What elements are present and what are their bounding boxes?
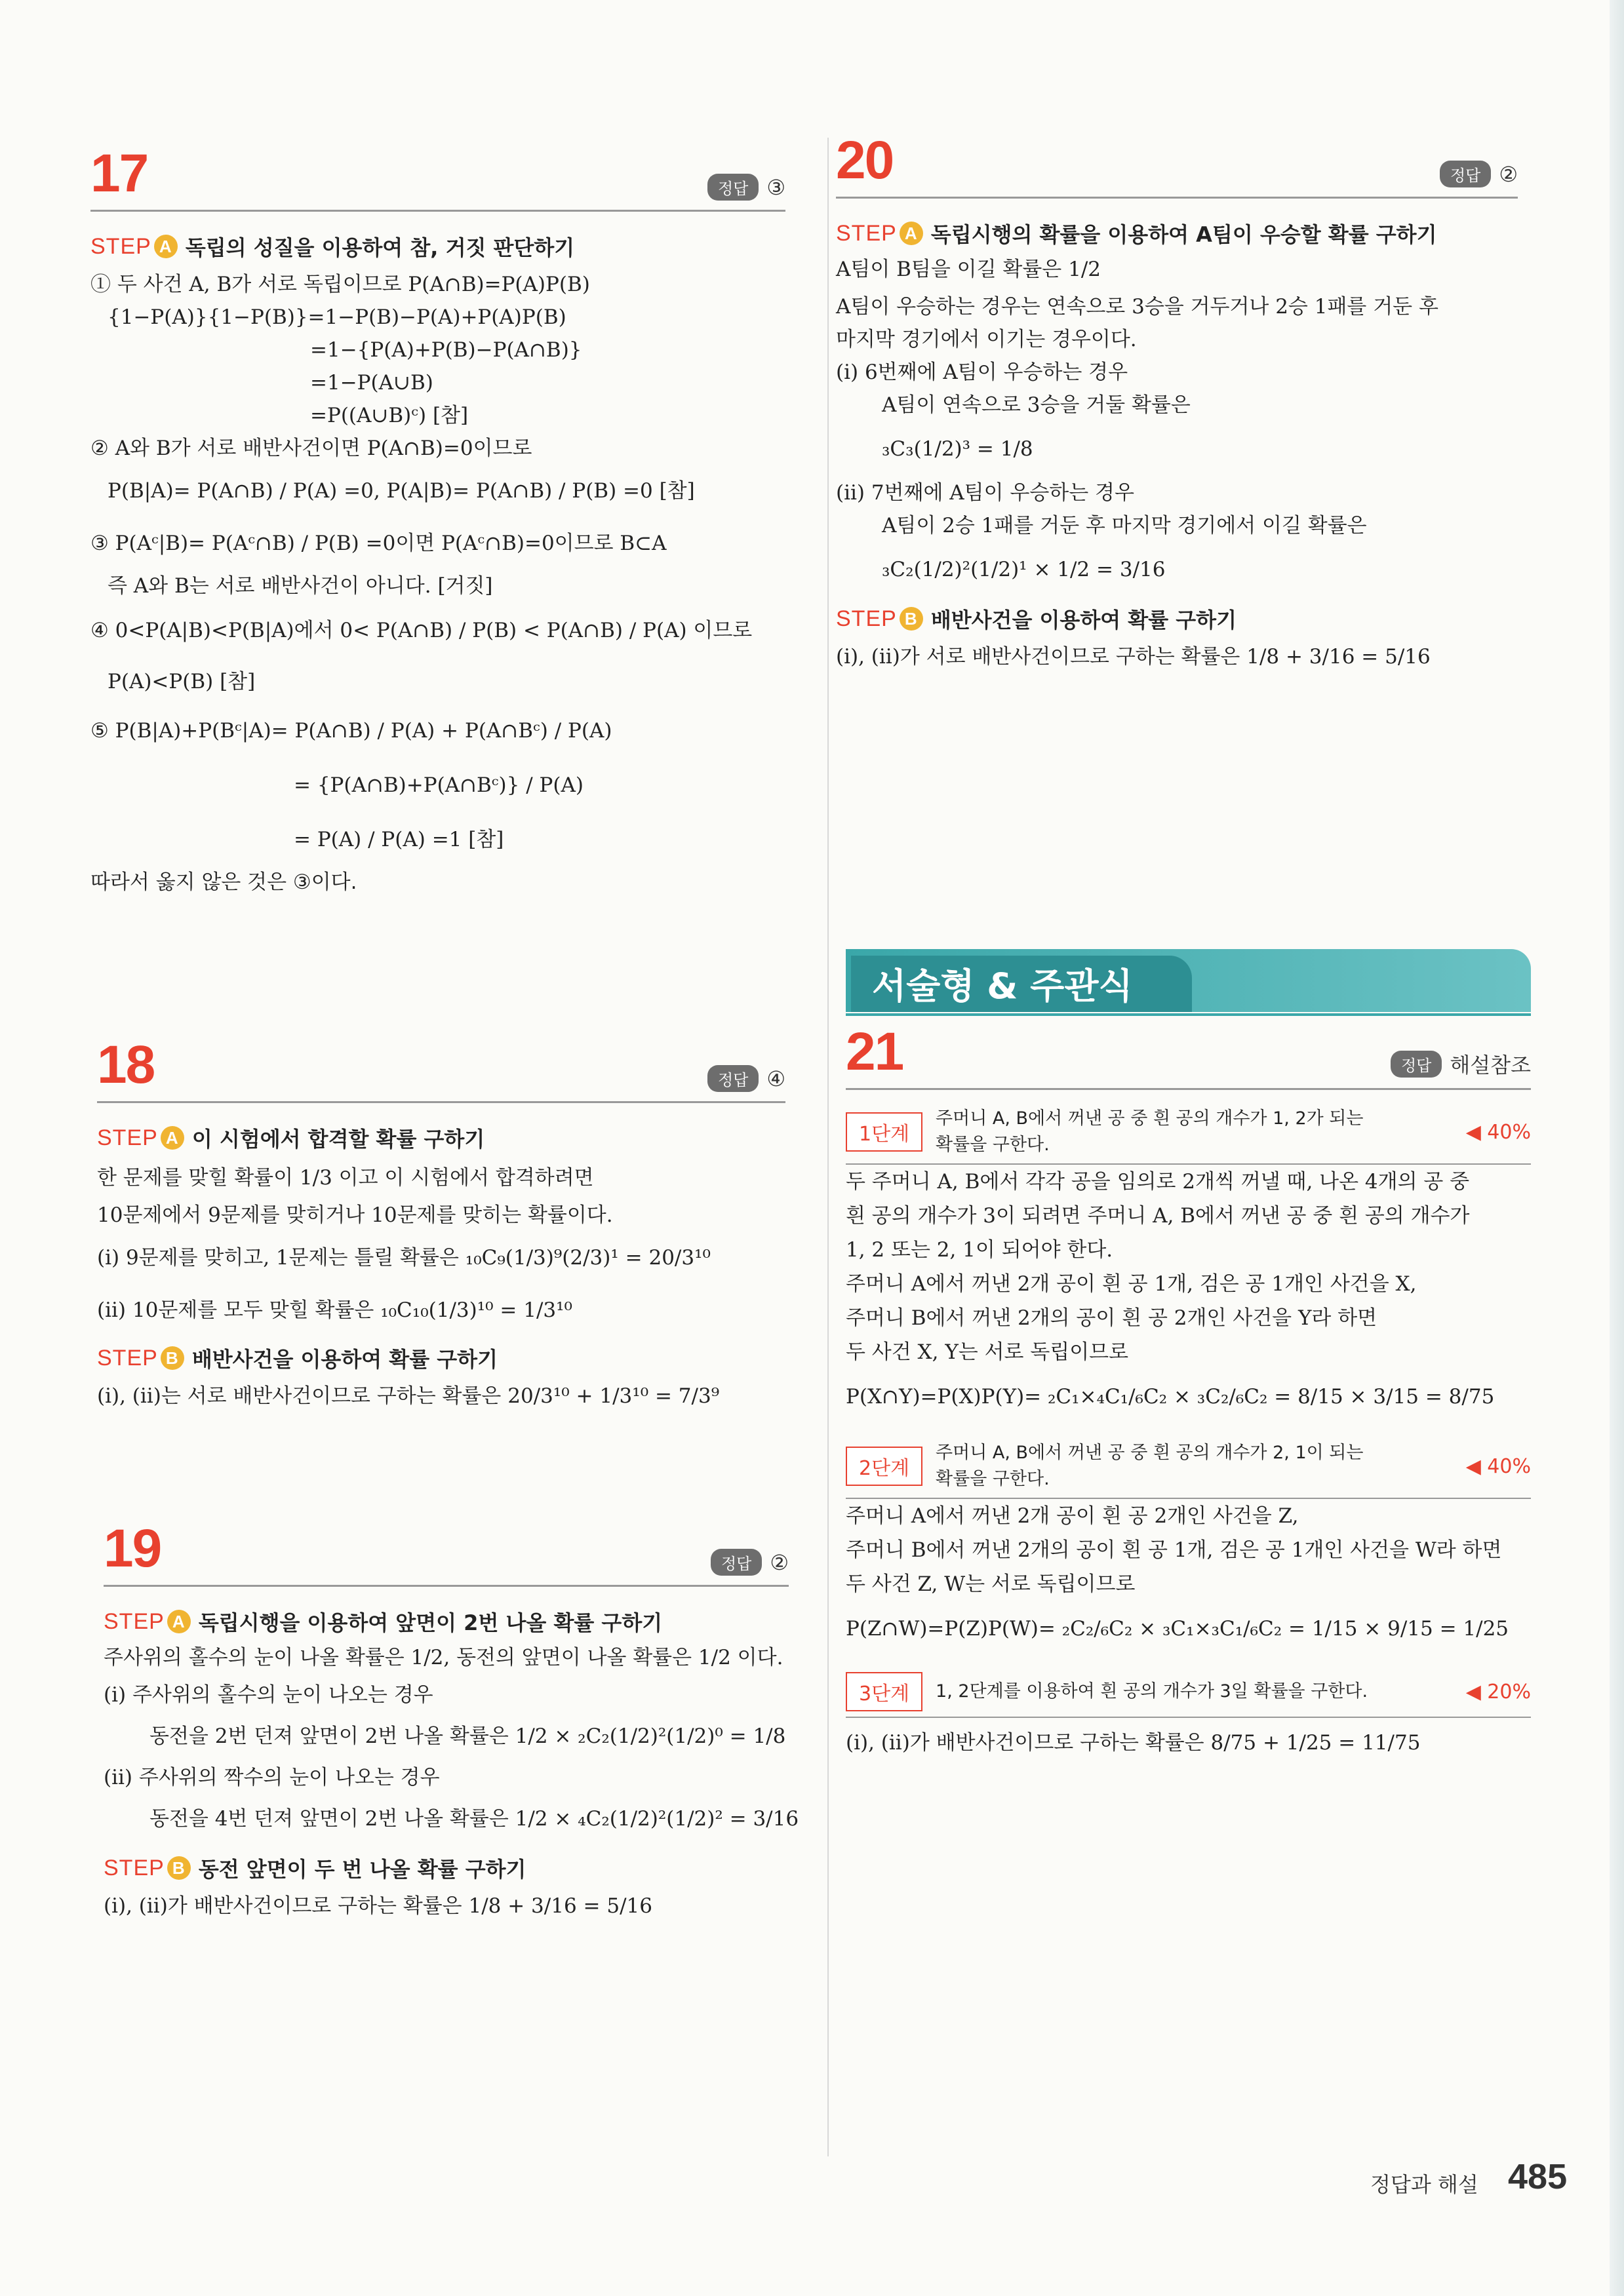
- solution-line: 즉 A와 B는 서로 배반사건이 아니다. [거짓]: [108, 574, 493, 598]
- solution-line: A팀이 B팀을 이길 확률은 1/2: [836, 258, 1101, 281]
- step-a: [97, 1123, 785, 1153]
- step-title: 독립시행을 이용하여 앞면이 2번 나올 확률 구하기: [198, 1610, 663, 1635]
- solution-line: 한 문제를 맞힐 확률이 1/3 이고 이 시험에서 합격하려면: [97, 1166, 594, 1190]
- solution-line: P(X∩Y)=P(X)P(Y)= ₂C₁×₄C₁/₆C₂ × ₃C₂/₆C₂ = 8/15 × 3/15 = 8/75: [846, 1385, 1495, 1409]
- solution-line: =1−{P(A)+P(B)−P(A∩B)}: [310, 338, 582, 362]
- step-letter-b: B: [900, 607, 923, 631]
- stage-1: [846, 1106, 1531, 1165]
- solution-line: (ⅱ) 10문제를 모두 맞힐 확률은 ₁₀C₁₀(1/3)¹⁰ = 1/3¹⁰: [97, 1298, 572, 1322]
- problem-19: [104, 1506, 799, 1929]
- section-title: 서술형 & 주관식: [872, 965, 1133, 1007]
- answer-value: ④: [766, 1066, 785, 1091]
- solution-line: = P(A) / P(A) =1 [참]: [294, 828, 504, 851]
- solution-line: (ⅰ), (ⅱ)는 서로 배반사건이므로 구하는 확률은 20/3¹⁰ + 1/3¹⁰ = 7/3⁹: [97, 1384, 720, 1408]
- problem-number: 21: [846, 1022, 903, 1081]
- solution-line: 두 사건 Z, W는 서로 독립이므로: [846, 1572, 1136, 1596]
- solution-line: 주사위의 홀수의 눈이 나올 확률은 1/2, 동전의 앞면이 나올 확률은 1/2 이다.: [104, 1646, 783, 1669]
- page-number: 485: [1508, 2157, 1568, 2196]
- solution-line: =P((A∪B)ᶜ) [참]: [310, 404, 469, 427]
- solution-line: 주머니 A에서 꺼낸 2개 공이 흰 공 1개, 검은 공 1개인 사건을 X,: [846, 1272, 1417, 1296]
- problem-number: 17: [90, 144, 148, 203]
- problem-number: 20: [836, 130, 894, 190]
- step-tag: STEP A: [104, 1609, 191, 1635]
- stage-description: 주머니 A, B에서 꺼낸 공 중 흰 공의 개수가 1, 2가 되는 확률을 구한다.: [936, 1108, 1364, 1155]
- solution-line: ₃C₂(1/2)²(1/2)¹ × 1/2 = 3/16: [882, 558, 1166, 581]
- step-title: 배반사건을 이용하여 확률 구하기: [930, 608, 1237, 632]
- solution-line: P(Z∩W)=P(Z)P(W)= ₂C₂/₆C₂ × ₃C₁×₃C₁/₆C₂ = 1/15 × 9/15 = 1/25: [846, 1617, 1509, 1641]
- problem-18: [97, 1022, 785, 1419]
- step-a: [90, 231, 785, 262]
- problem-number: 18: [97, 1035, 155, 1095]
- solution-line: ④ 0<P(A|B)<P(B|A)에서 0< P(A∩B) / P(B) < P(A∩B) / P(A) 이므로: [90, 619, 753, 642]
- solution-line: (ⅰ) 주사위의 홀수의 눈이 나오는 경우: [104, 1683, 433, 1707]
- answer-badge: 정답: [711, 1549, 762, 1576]
- solution-line: 주머니 B에서 꺼낸 2개의 공이 흰 공 2개인 사건을 Y라 하면: [846, 1306, 1377, 1330]
- answer-value: ③: [766, 174, 785, 200]
- problem-21: [846, 1015, 1531, 1768]
- step-title: 동전 앞면이 두 번 나올 확률 구하기: [198, 1857, 526, 1882]
- stage-2: [846, 1440, 1531, 1499]
- stage-label: 2단계: [846, 1447, 922, 1486]
- problem-header: [97, 1022, 785, 1103]
- step-tag: STEP A: [836, 221, 923, 246]
- solution-line: 주머니 A에서 꺼낸 2개 공이 흰 공 2개인 사건을 Z,: [846, 1504, 1299, 1528]
- stage-percent: ◀ 40%: [1465, 1454, 1531, 1478]
- solution-line: 동전을 2번 던져 앞면이 2번 나올 확률은 1/2 × ₂C₂(1/2)²(1/2)⁰ = 1/8: [149, 1724, 786, 1748]
- solution-line: 1, 2 또는 2, 1이 되어야 한다.: [846, 1238, 1113, 1262]
- step-letter-a: A: [167, 1610, 191, 1633]
- solution-line: {1−P(A)}{1−P(B)}=1−P(B)−P(A)+P(A)P(B): [108, 305, 566, 329]
- answer-block: [711, 1549, 789, 1576]
- answer-value: ②: [1499, 161, 1518, 187]
- step-title: 독립시행의 확률을 이용하여 A팀이 우승할 확률 구하기: [930, 222, 1437, 247]
- step-title: 독립의 성질을 이용하여 참, 거짓 판단하기: [185, 235, 575, 260]
- solution-line: = {P(A∩B)+P(A∩Bᶜ)} / P(A): [294, 773, 584, 797]
- solution-line: (ⅰ), (ⅱ)가 배반사건이므로 구하는 확률은 8/75 + 1/25 = 11/75: [846, 1731, 1421, 1755]
- step-letter-a: A: [154, 235, 178, 258]
- solution-line: P(B|A)= P(A∩B) / P(A) =0, P(A|B)= P(A∩B) / P(B) =0 [참]: [108, 479, 695, 503]
- solution-line: (ⅱ) 주사위의 짝수의 눈이 나오는 경우: [104, 1766, 440, 1789]
- answer-value: 해설참조: [1450, 1053, 1531, 1078]
- solution-line: ② A와 B가 서로 배반사건이면 P(A∩B)=0이므로: [90, 437, 532, 460]
- problem-header: [846, 1015, 1531, 1090]
- step-tag: STEP B: [104, 1856, 191, 1881]
- answer-badge: 정답: [707, 174, 759, 201]
- problem-header: [836, 118, 1518, 199]
- step-letter-a: A: [161, 1126, 184, 1150]
- step-b: [104, 1853, 789, 1883]
- solution-line: 따라서 옳지 않은 것은 ③이다.: [90, 870, 357, 894]
- problem-header: [90, 131, 785, 212]
- step-b: [97, 1343, 785, 1373]
- step-a: [104, 1606, 789, 1637]
- solution-line: A팀이 2승 1패를 거둔 후 마지막 경기에서 이길 확률은: [882, 514, 1367, 537]
- stage-percent: ◀ 40%: [1465, 1120, 1531, 1144]
- solution-line: 흰 공의 개수가 3이 되려면 주머니 A, B에서 꺼낸 공 중 흰 공의 개수가: [846, 1204, 1470, 1228]
- section-banner: [846, 949, 1531, 1012]
- solution-line: ③ P(Aᶜ|B)= P(Aᶜ∩B) / P(B) =0이면 P(Aᶜ∩B)=0이므로 B⊂A: [90, 532, 667, 555]
- solution-line: ⑤ P(B|A)+P(Bᶜ|A)= P(A∩B) / P(A) + P(A∩Bᶜ) / P(A): [90, 719, 612, 743]
- stage-3: [846, 1672, 1531, 1718]
- solution-line: P(A)<P(B) [참]: [108, 670, 256, 693]
- answer-badge: 정답: [707, 1065, 759, 1092]
- stage-percent: ◀ 20%: [1465, 1680, 1531, 1703]
- column-divider: [827, 138, 829, 2156]
- step-letter-a: A: [900, 222, 923, 245]
- footer-label: 정답과 해설: [1370, 2172, 1478, 2197]
- stage-label: 1단계: [846, 1112, 922, 1152]
- problem-17: [90, 131, 785, 899]
- solution-line: 두 사건 X, Y는 서로 독립이므로: [846, 1340, 1129, 1364]
- stage-label: 3단계: [846, 1672, 922, 1711]
- step-b: [836, 604, 1518, 634]
- stage-description: 1, 2단계를 이용하여 흰 공의 개수가 3일 확률을 구한다.: [936, 1681, 1368, 1702]
- solution-line: 주머니 B에서 꺼낸 2개의 공이 흰 공 1개, 검은 공 1개인 사건을 W라 하면: [846, 1538, 1502, 1562]
- step-a: [836, 218, 1518, 248]
- problem-20: [836, 118, 1518, 680]
- step-tag: STEP A: [90, 234, 178, 260]
- solution-line: (ⅰ) 9문제를 맞히고, 1문제는 틀릴 확률은 ₁₀C₉(1/3)⁹(2/3)¹ = 20/3¹⁰: [97, 1246, 711, 1270]
- page-edge-strip: [1610, 0, 1624, 2296]
- solution-line: (ⅰ), (ⅱ)가 배반사건이므로 구하는 확률은 1/8 + 3/16 = 5/16: [104, 1894, 652, 1918]
- answer-block: [1440, 161, 1518, 187]
- answer-block: [707, 174, 785, 201]
- solution-line: (ⅱ) 7번째에 A팀이 우승하는 경우: [836, 481, 1134, 505]
- solution-line: (ⅰ) 6번째에 A팀이 우승하는 경우: [836, 360, 1128, 384]
- step-title: 배반사건을 이용하여 확률 구하기: [191, 1347, 498, 1372]
- solution-line: 동전을 4번 던져 앞면이 2번 나올 확률은 1/2 × ₄C₂(1/2)²(1/2)² = 3/16: [149, 1807, 799, 1831]
- step-tag: STEP A: [97, 1125, 184, 1151]
- step-title: 이 시험에서 합격할 확률 구하기: [191, 1127, 485, 1152]
- answer-badge: 정답: [1391, 1051, 1442, 1078]
- answer-block: [1391, 1049, 1531, 1079]
- solution-line: ① 두 사건 A, B가 서로 독립이므로 P(A∩B)=P(A)P(B): [90, 273, 590, 296]
- answer-value: ②: [770, 1549, 789, 1575]
- solution-line: =1−P(A∪B): [310, 371, 433, 395]
- problem-header: [104, 1506, 789, 1587]
- solution-line: ₃C₃(1/2)³ = 1/8: [882, 437, 1033, 461]
- step-tag: STEP B: [836, 606, 923, 632]
- solution-line: A팀이 연속으로 3승을 거둘 확률은: [882, 393, 1191, 417]
- solution-line: A팀이 우승하는 경우는 연속으로 3승을 거두거나 2승 1패를 거둔 후: [836, 295, 1438, 319]
- problem-number: 19: [104, 1519, 161, 1578]
- solution-line: 마지막 경기에서 이기는 경우이다.: [836, 328, 1137, 351]
- step-letter-b: B: [167, 1856, 191, 1880]
- answer-block: [707, 1065, 785, 1092]
- stage-description: 주머니 A, B에서 꺼낸 공 중 흰 공의 개수가 2, 1이 되는 확률을 구한다.: [936, 1443, 1364, 1489]
- step-letter-b: B: [161, 1346, 184, 1370]
- answer-badge: 정답: [1440, 161, 1491, 187]
- solution-line: 10문제에서 9문제를 맞히거나 10문제를 맞히는 확률이다.: [97, 1203, 613, 1227]
- solution-line: (ⅰ), (ⅱ)가 서로 배반사건이므로 구하는 확률은 1/8 + 3/16 = 5/16: [836, 645, 1431, 669]
- solution-line: 두 주머니 A, B에서 각각 공을 임의로 2개씩 꺼낼 때, 나온 4개의 공 중: [846, 1170, 1470, 1194]
- step-tag: STEP B: [97, 1346, 184, 1371]
